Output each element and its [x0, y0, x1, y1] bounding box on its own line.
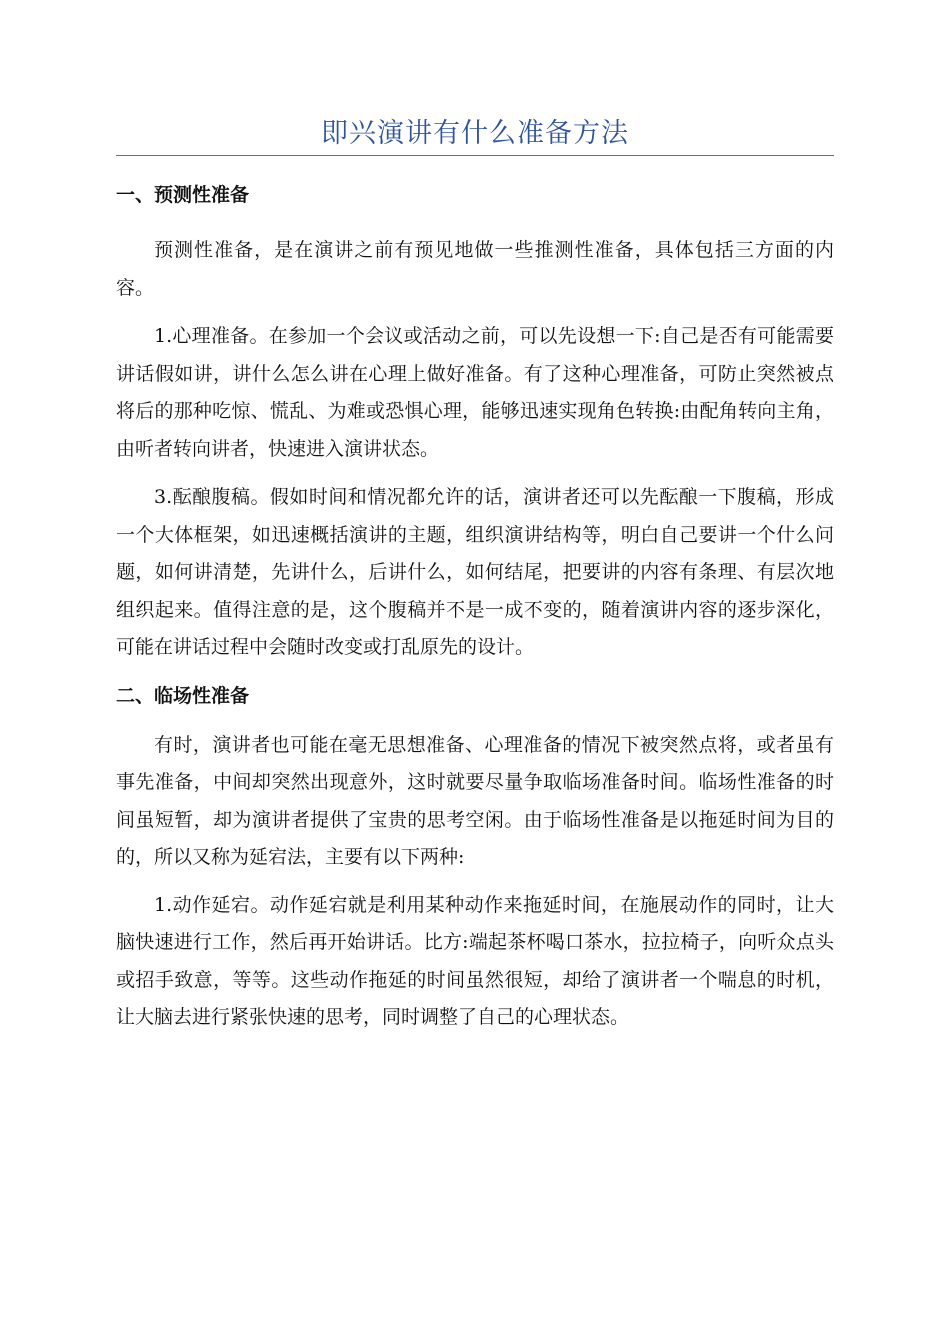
- document-page: [116, 0, 834, 1037]
- paragraph: 1.动作延宕。动作延宕就是利用某种动作来拖延时间，在施展动作的同时，让大脑快速进行工作，然后再开始讲话。比方:端起茶杯喝口茶水，拉拉椅子，向听众点头或招手致意，等等。这些动作拖延的时间虽然很短，却给了演讲者一个喘息的时机，让大脑去进行紧张快速的思考，同时调整了自己的心理状态。: [116, 893, 834, 1028]
- title-underline: [116, 155, 834, 156]
- section-heading-1: 一、预测性准备: [116, 184, 250, 206]
- paragraph: 3.酝酿腹稿。假如时间和情况都允许的话，演讲者还可以先酝酿一下腹稿，形成一个大体框架，如迅速概括演讲的主题，组织演讲结构等，明白自己要讲一个什么问题，如何讲清楚，先讲什么，后讲什么，如何结尾，把要讲的内容有条理、有层次地组织起来。值得注意的是，这个腹稿并不是一成不变的，随着演讲内容的逐步深化，可能在讲话过程中会随时改变或打乱原先的设计。: [116, 486, 834, 658]
- paragraph: 1.心理准备。在参加一个会议或活动之前，可以先设想一下:自己是否有可能需要讲话假如讲，讲什么怎么讲在心理上做好准备。有了这种心理准备，可防止突然被点将后的那种吃惊、慌乱、为难或恐惧心理，能够迅速实现角色转换:由配角转向主角，由听者转向讲者，快速进入演讲状态。: [116, 325, 834, 460]
- paragraph: 预测性准备，是在演讲之前有预见地做一些推测性准备，具体包括三方面的内容。: [116, 239, 834, 299]
- section-heading-2: 二、临场性准备: [116, 684, 250, 707]
- paragraph: 有时，演讲者也可能在毫无思想准备、心理准备的情况下被突然点将，或者虽有事先准备，中间却突然出现意外，这时就要尽量争取临场准备时间。临场性准备的时间虽短暂，却为演讲者提供了宝贵的思考空闲。由于临场性准备是以拖延时间为目的的，所以又称为延宕法，主要有以下两种:: [116, 733, 834, 868]
- document-title: 即兴演讲有什么准备方法: [321, 118, 629, 149]
